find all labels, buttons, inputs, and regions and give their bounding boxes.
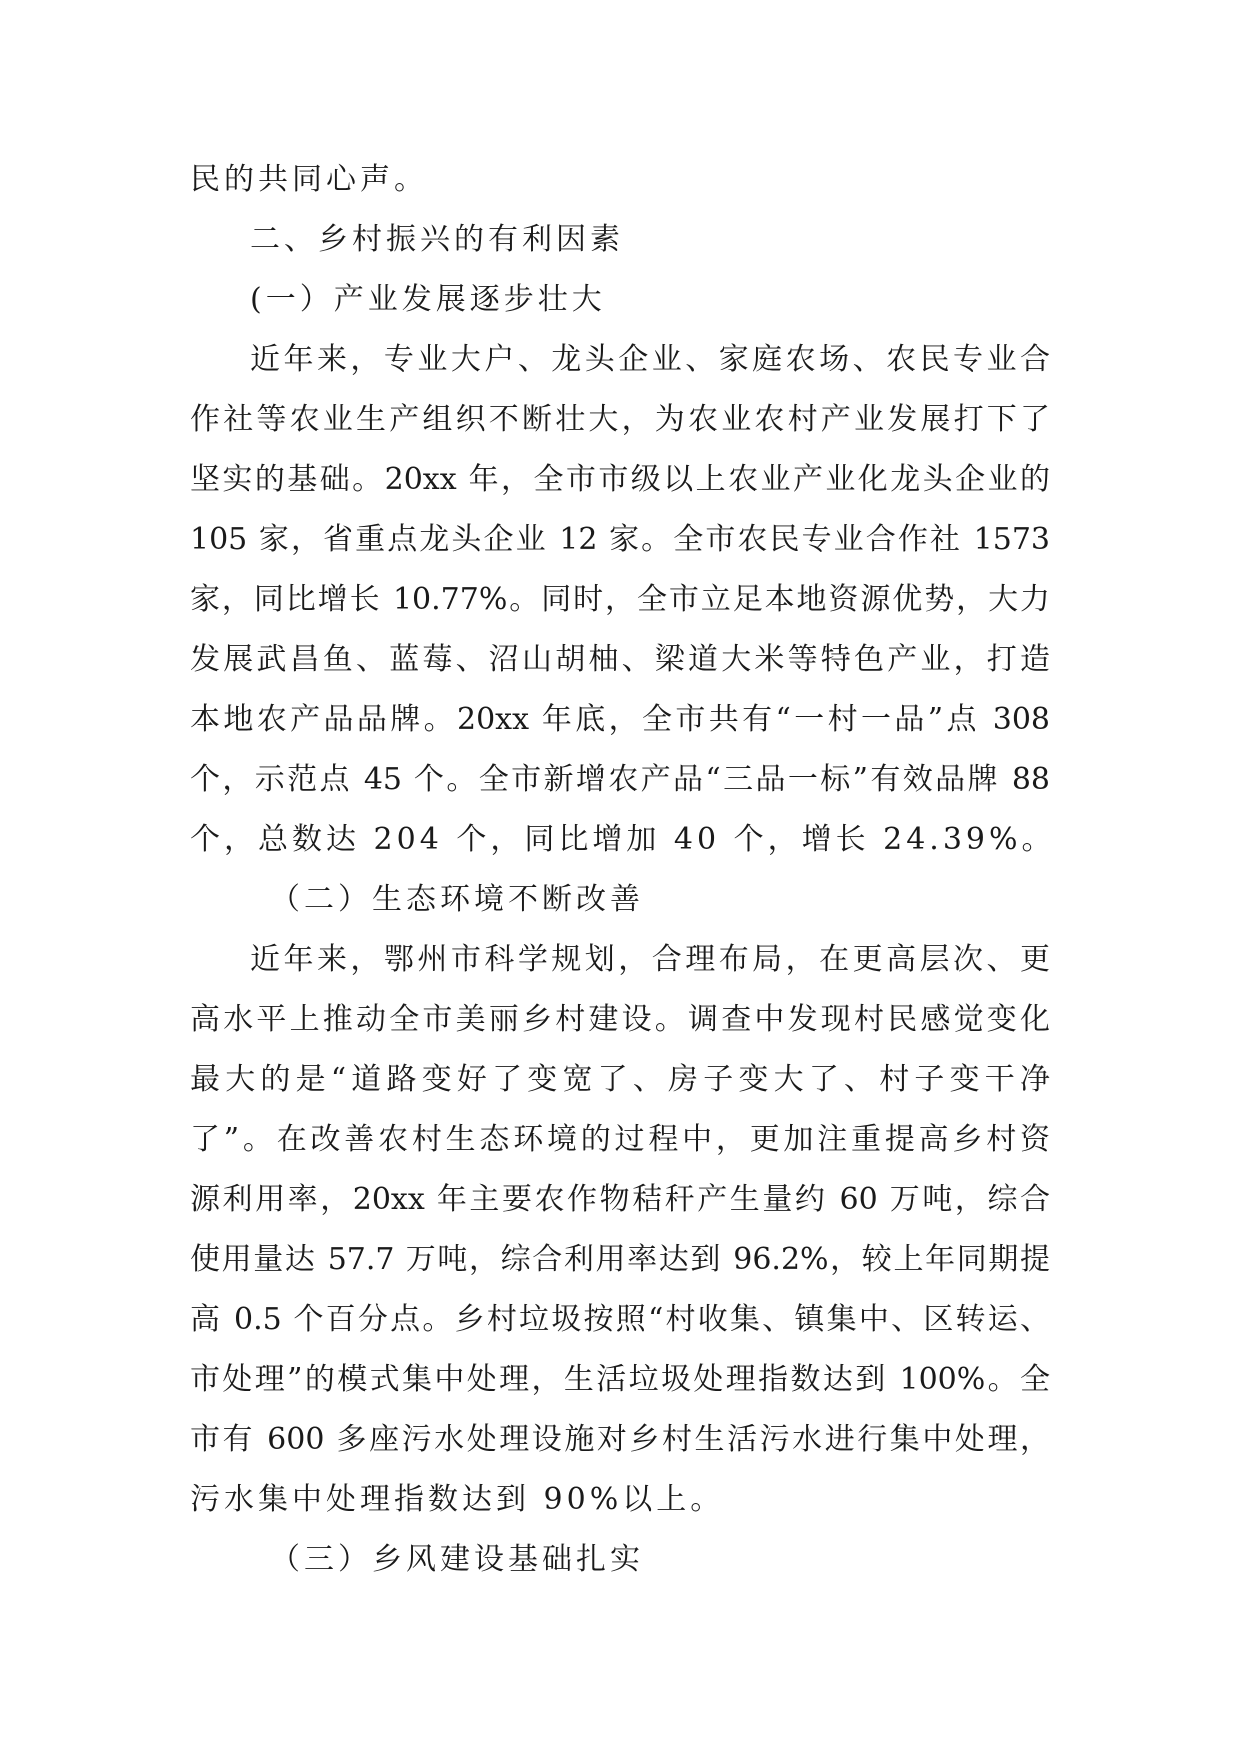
- paragraph-line: 最大的是“道路变好了变宽了、房子变大了、村子变干净: [190, 1062, 1050, 1097]
- paragraph-line: 近年来，专业大户、龙头企业、家庭农场、农民专业合: [250, 342, 1050, 377]
- paragraph-line-last: 污水集中处理指数达到 90%以上。: [190, 1482, 725, 1517]
- paragraph-line: 发展武昌鱼、蓝莓、沼山胡柚、梁道大米等特色产业，打造: [190, 642, 1050, 677]
- paragraph-line: 家，同比增长 10.77%。同时，全市立足本地资源优势，大力: [190, 582, 1050, 617]
- paragraph-line: 市处理”的模式集中处理，生活垃圾处理指数达到 100%。全: [190, 1362, 1050, 1397]
- paragraph-line: 高 0.5 个百分点。乡村垃圾按照“村收集、镇集中、区转运、: [190, 1302, 1050, 1337]
- section-heading: 二、乡村振兴的有利因素: [250, 222, 624, 257]
- paragraph-line: 105 家，省重点龙头企业 12 家。全市农民专业合作社 1573: [190, 522, 1050, 557]
- document-page: [190, 150, 1056, 1590]
- paragraph-line: 使用量达 57.7 万吨，综合利用率达到 96.2%，较上年同期提: [190, 1242, 1050, 1277]
- paragraph-line: 市有 600 多座污水处理设施对乡村生活污水进行集中处理，: [190, 1422, 1050, 1457]
- paragraph-line: 源利用率，20xx 年主要农作物秸秆产生量约 60 万吨，综合: [190, 1182, 1050, 1217]
- paragraph-line: 本地农产品品牌。20xx 年底，全市共有“一村一品”点 308: [190, 702, 1050, 737]
- paragraph-line: 高水平上推动全市美丽乡村建设。调查中发现村民感觉变化: [190, 1002, 1050, 1037]
- subsection-heading: (一）产业发展逐步壮大: [250, 282, 606, 317]
- paragraph-line: 坚实的基础。20xx 年，全市市级以上农业产业化龙头企业的: [190, 462, 1050, 497]
- subsection-heading: （三）乡风建设基础扎实: [270, 1542, 644, 1577]
- paragraph-line: 近年来，鄂州市科学规划，合理布局，在更高层次、更: [250, 942, 1050, 977]
- paragraph-line: 了”。在改善农村生态环境的过程中，更加注重提高乡村资: [190, 1122, 1050, 1157]
- paragraph-line: 个，示范点 45 个。全市新增农产品“三品一标”有效品牌 88: [190, 762, 1050, 797]
- paragraph-line: 作社等农业生产组织不断壮大，为农业农村产业发展打下了: [190, 402, 1050, 437]
- paragraph-line-last: 个，总数达 204 个，同比增加 40 个，增长 24.39%。: [190, 822, 1056, 857]
- subsection-heading: （二）生态环境不断改善: [270, 882, 644, 917]
- paragraph-tail: 民的共同心声。: [190, 162, 428, 197]
